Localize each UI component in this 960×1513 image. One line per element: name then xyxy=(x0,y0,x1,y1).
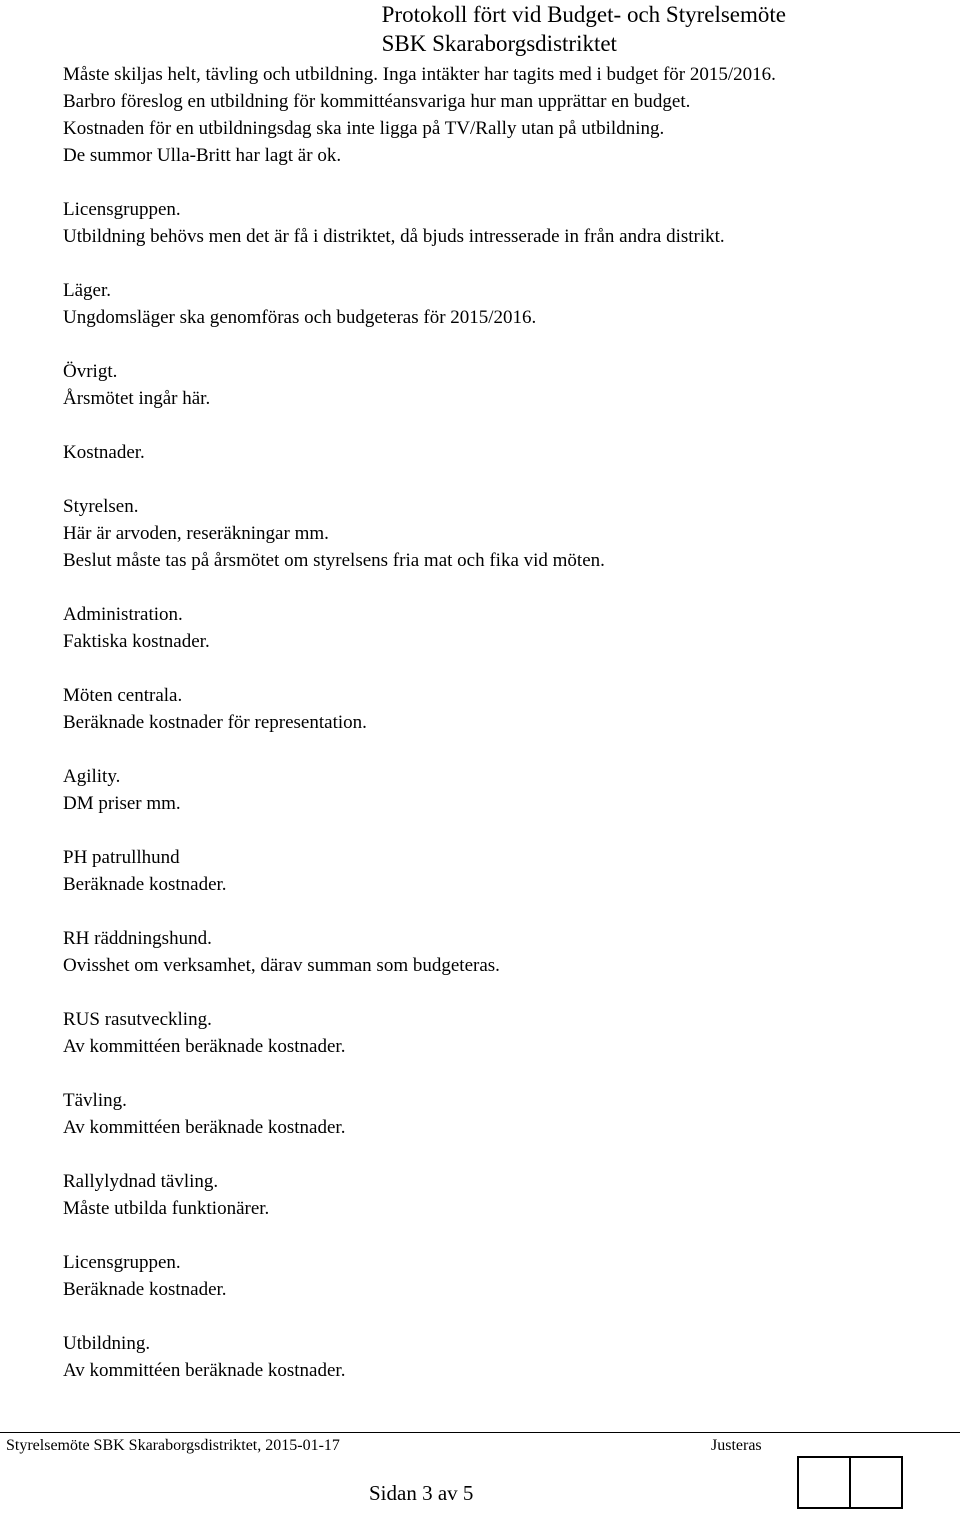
footer-divider xyxy=(0,1432,960,1433)
header-title: Protokoll fört vid Budget- och Styrelsemöte xyxy=(381,2,786,27)
body-line: Av kommittéen beräknade kostnader. xyxy=(63,1117,346,1138)
section-heading: Läger. xyxy=(63,280,112,301)
body-line: Av kommittéen beräknade kostnader. xyxy=(63,1036,346,1057)
body-line: Kostnaden för en utbildningsdag ska inte ligga på TV/Rally utan på utbildning. xyxy=(63,118,665,139)
signature-box xyxy=(849,1458,901,1507)
document-header xyxy=(382,0,786,58)
section-heading: Tävling. xyxy=(63,1090,127,1111)
section-heading: Möten centrala. xyxy=(63,685,183,706)
body-line: Måste skiljas helt, tävling och utbildning. Inga intäkter har tagits med i budget för 2015/2016. xyxy=(63,64,776,85)
body-line: Beräknade kostnader för representation. xyxy=(63,712,367,733)
body-line: DM priser mm. xyxy=(63,793,181,814)
body-line: De summor Ulla-Britt har lagt är ok. xyxy=(63,145,342,166)
body-line: Årsmötet ingår här. xyxy=(63,388,211,409)
body-line: Måste utbilda funktionärer. xyxy=(63,1198,270,1219)
page-number: Sidan 3 av 5 xyxy=(369,1481,474,1505)
section-heading: RUS rasutveckling. xyxy=(63,1009,212,1030)
document-body xyxy=(63,61,943,1384)
body-line: Här är arvoden, reseräkningar mm. xyxy=(63,523,329,544)
body-line: Beslut måste tas på årsmötet om styrelsens fria mat och fika vid möten. xyxy=(63,550,605,571)
section-heading: RH räddningshund. xyxy=(63,928,212,949)
body-line: Av kommittéen beräknade kostnader. xyxy=(63,1360,346,1381)
section-heading: Styrelsen. xyxy=(63,496,139,517)
section-heading: Licensgruppen. xyxy=(63,1252,181,1273)
section-heading: Övrigt. xyxy=(63,361,118,382)
section-heading: Agility. xyxy=(63,766,121,787)
body-line: Beräknade kostnader. xyxy=(63,1279,227,1300)
body-line: Faktiska kostnader. xyxy=(63,631,210,652)
signature-boxes xyxy=(797,1456,903,1509)
body-line: Ungdomsläger ska genomföras och budgeteras för 2015/2016. xyxy=(63,307,537,328)
footer-justeras-label: Justeras xyxy=(711,1437,762,1454)
section-heading: Administration. xyxy=(63,604,183,625)
header-subtitle: SBK Skaraborgsdistriktet xyxy=(381,31,617,56)
signature-box xyxy=(799,1458,849,1507)
footer-meeting-info: Styrelsemöte SBK Skaraborgsdistriktet, 2015-01-17 xyxy=(6,1437,340,1454)
body-line: Barbro föreslog en utbildning för kommittéansvariga hur man upprättar en budget. xyxy=(63,91,691,112)
section-heading: Licensgruppen. xyxy=(63,199,181,220)
body-line: Ovisshet om verksamhet, därav summan som budgeteras. xyxy=(63,955,500,976)
section-heading: PH patrullhund xyxy=(63,847,180,868)
section-heading: Rallylydnad tävling. xyxy=(63,1171,219,1192)
section-heading: Kostnader. xyxy=(63,442,145,463)
section-heading: Utbildning. xyxy=(63,1333,151,1354)
body-line: Utbildning behövs men det är få i distriktet, då bjuds intresserade in från andra distrikt. xyxy=(63,226,725,247)
body-line: Beräknade kostnader. xyxy=(63,874,227,895)
